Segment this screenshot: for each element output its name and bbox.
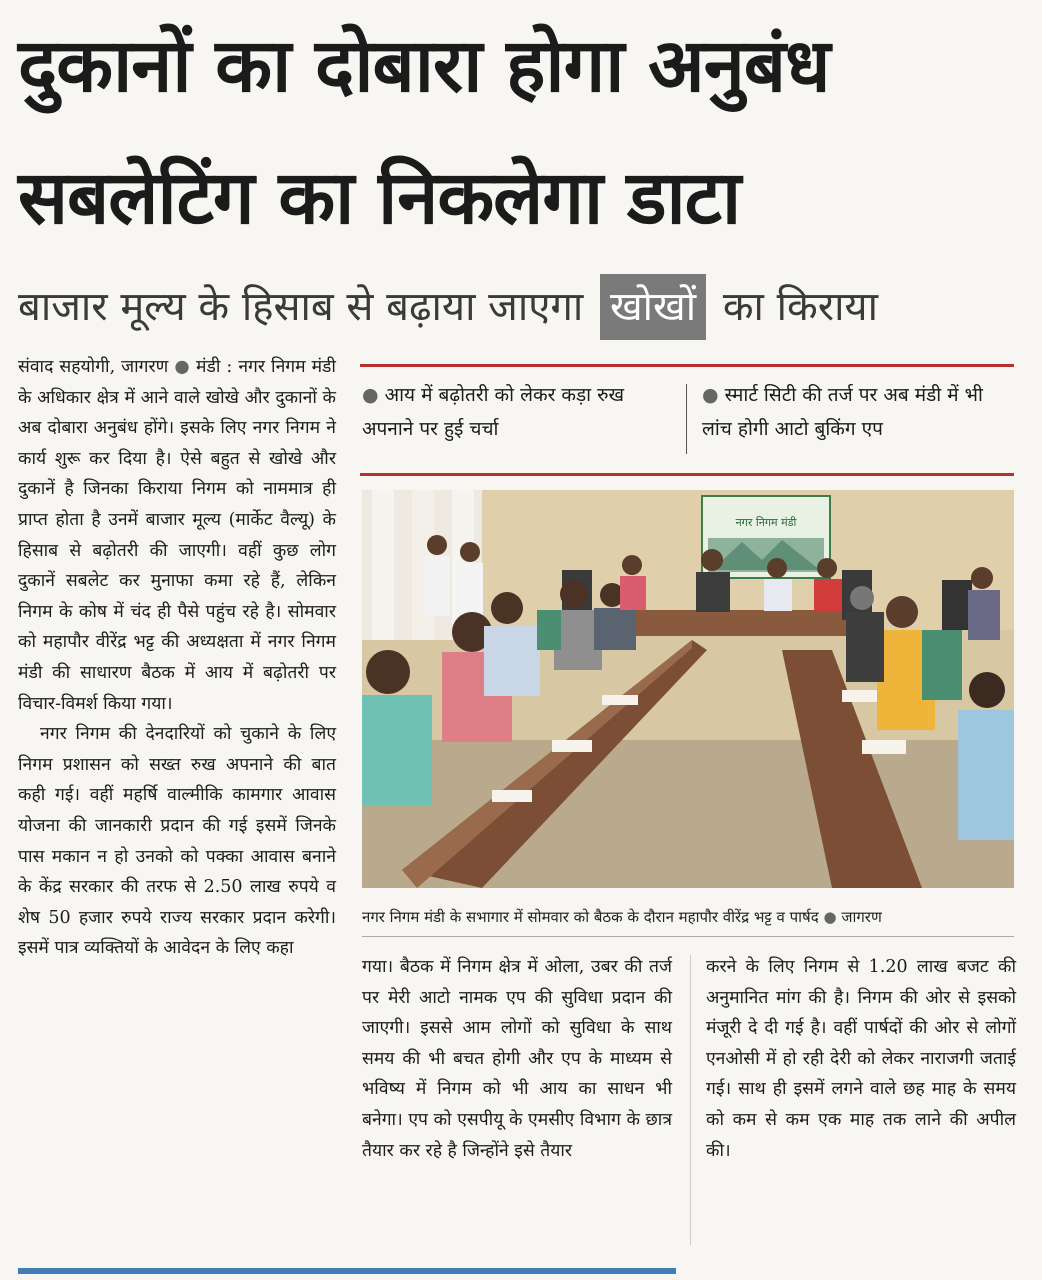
bullet-dot-icon: ● — [823, 908, 837, 926]
highlight-1-text: आय में बढ़ोतरी को लेकर कड़ा रुख अपनाने पर हुई चर्चा — [362, 384, 625, 440]
subhead-before: बाजार मूल्य के हिसाब से बढ़ाया जाएगा — [18, 284, 584, 330]
highlight-2 — [702, 378, 1014, 446]
subhead-tag: खोखों — [600, 274, 706, 340]
photo-caption — [362, 905, 1014, 929]
bullet-dot-icon: ● — [702, 384, 719, 406]
column-divider — [690, 955, 691, 1245]
highlight-2-text: स्मार्ट सिटी की तर्ज पर अब मंडी में भी लांच होगी आटो बुकिंग एप — [702, 384, 983, 440]
byline-author: संवाद सहयोगी, जागरण — [18, 357, 169, 377]
highlight-rule-bottom — [360, 473, 1014, 476]
bottom-color-bar — [18, 1268, 676, 1274]
banner-text: नगर निगम मंडी — [735, 516, 797, 529]
bullet-dot-icon: ● — [174, 357, 191, 377]
article-paragraph-2: नगर निगम की देनदारियों को चुकाने के लिए निगम प्रशासन को सख्त रुख अपनाने की बात कही गई। वहीं महर्षि वाल्मीकि कामगार आवास योजना की जानकारी प्रदान की गई इसमें जिनके पास मकान न हो उनको को पक्का आवास बनाने के केंद्र सरकार की तरफ से 2.50 लाख रुपये व शेष 50 हजार रुपये राज्य सरकार प्रदान करेगी। इसमें पात्र व्यक्तियों के आवेदन के लिए कहा — [18, 724, 336, 959]
article-text-1: नगर निगम मंडी के अधिकार क्षेत्र में आने वाले खोखे और दुकानों के अब दोबारा अनुबंध होंगे। इसके लिए नगर निगम ने कार्य शुरू कर दिया है। ऐसे बहुत से खोखे और दुकानें है जिनका किराया निगम को नाममात्र ही प्राप्त होता है उनमें बाजार मूल्य (मार्केट वैल्यू) के हिसाब से बढ़ोतरी की जाएगी। वहीं कुछ लोग दुकानें सबलेट कर मुनाफा कमा रहे हैं, लेकिन निगम के कोष में चंद ही पैसे पहुंच रहे है। सोमवार को महापौर वीरेंद्र भट्ट की अध्यक्षता में नगर निगम मंडी की साधारण बैठक में आय में बढ़ोतरी पर विचार-विमर्श किया गया। — [18, 357, 336, 714]
article-column-3: करने के लिए निगम से 1.20 लाख बजट की अनुमानित मांग की है। निगम की ओर से इसको मंजूरी दे दी गई है। वहीं पार्षदों की ओर से लोगों एनओसी में हो रही देरी को लेकर नाराजगी जताई गई। साथ ही इसमें लगने वाले छह माह के समय को कम से कम एक माह तक लाने की अपील की। — [706, 957, 1016, 1161]
highlight-rule-top — [360, 364, 1014, 367]
bullet-dot-icon: ● — [362, 384, 379, 406]
meeting-photo-illustration — [362, 490, 1014, 888]
headline-line-2: सबलेटिंग का निकलेगा डाटा — [18, 155, 741, 241]
byline-place: मंडी : — [196, 357, 233, 377]
headline-line-1: दुकानों का दोबारा होगा अनुबंध — [18, 23, 830, 109]
caption-credit: जागरण — [841, 908, 882, 926]
article-column-2: गया। बैठक में निगम क्षेत्र में ओला, उबर की तर्ज पर मेरी आटो नामक एप की सुविधा प्रदान की जाएगी। इससे आम लोगों को सुविधा के साथ समय की भी बचत होगी और एप के माध्यम से भविष्य में निगम को भी आय का साधन भी बनेगा। एप को एसपीयू के एमसीए विभाग के छात्र तैयार कर रहे है जिन्होंने इसे तैयार — [362, 957, 672, 1161]
highlight-divider — [686, 384, 687, 454]
article-paragraph-1 — [18, 352, 336, 719]
subheadline — [18, 272, 1028, 342]
caption-text: नगर निगम मंडी के सभागार में सोमवार को बैठक के दौरान महापौर वीरेंद्र भट्ट व पार्षद — [362, 908, 819, 926]
highlight-1 — [362, 378, 672, 446]
article-column-1 — [18, 352, 336, 964]
caption-rule — [362, 936, 1014, 937]
subhead-after: का किराया — [722, 284, 878, 330]
meeting-photo — [362, 490, 1014, 888]
